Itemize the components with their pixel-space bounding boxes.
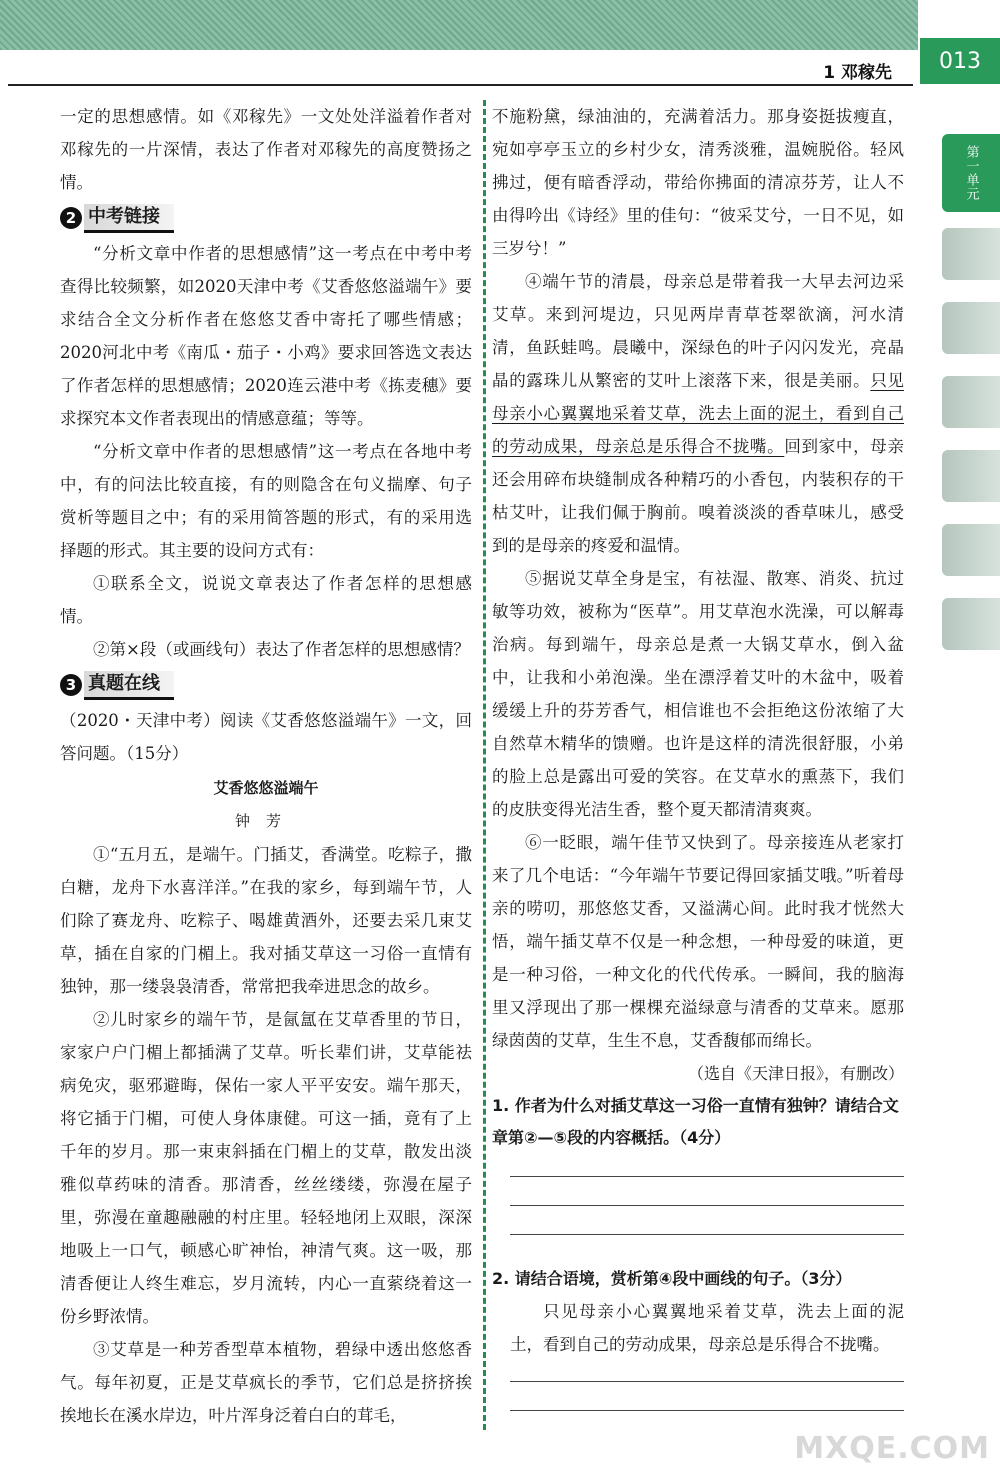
section-number: 3	[60, 674, 82, 696]
paragraph: “分析文章中作者的思想感情”这一考点在中考中考查得比较频繁，如2020天津中考《艾香悠悠溢端午》要求结合全文分析作者在悠悠艾香中寄托了哪些情感；2020河北中考《南瓜・茄子・小鸡》要求回答选文表达了作者怎样的思想感情；2020连云港中考《拣麦穗》要求探究本文作者表现出的情感意蕴；等等。	[60, 244, 472, 428]
answer-line[interactable]	[510, 1381, 904, 1382]
watermark: MXQE.COM	[794, 1431, 990, 1466]
article-paragraph-3: ③艾草是一种芳香型草本植物，碧绿中透出悠悠香气。每年初夏，正是艾草疯长的季节，它们总是挤挤挨挨地长在溪水岸边，叶片浑身泛着白白的茸毛，	[60, 1340, 472, 1425]
article-paragraph-4	[492, 265, 904, 562]
question-2	[492, 1263, 904, 1295]
answer-line[interactable]	[510, 1410, 904, 1411]
answer-line[interactable]	[510, 1234, 904, 1235]
paragraph-4-text-end: 回到家中，母亲还会用碎布块缝制成各种精巧的小香包，内装积存的干枯艾叶，让我们佩于胸前。嗅着淡淡的香草味儿，感受到的是母亲的疼爱和温情。	[492, 437, 905, 555]
unit-tab-3[interactable]	[942, 302, 1000, 354]
underlined-sentence: 只见母亲小心翼翼地采着艾草，洗去上面的泥土，看到自己的劳动成果，母亲总是乐得合不拢嘴。	[492, 371, 905, 456]
section-heading-exam-link	[60, 203, 472, 233]
unit-tab-4[interactable]	[942, 376, 1000, 428]
question-form-2: ②第×段（或画线句）表达了作者怎样的思想感情？	[93, 640, 470, 659]
right-column	[492, 100, 904, 1439]
question-1	[492, 1090, 904, 1154]
column-divider	[483, 100, 486, 1430]
article-paragraph-6: ⑥一眨眼，端午佳节又快到了。母亲接连从老家打来了几个电话：“今年端午节要记得回家插艾哦。”听着母亲的唠叨，那悠悠艾香，又溢满心间。此时我才恍然大悟，端午插艾草不仅是一种念想，一种母爱的味道，更是一种习俗，一种文化的代代传承。一瞬间，我的脑海里又浮现出了那一棵棵充溢绿意与清香的艾草来。愿那绿茵茵的艾草，生生不息，艾香馥郁而绵长。	[492, 833, 904, 1050]
unit-tab-6[interactable]	[942, 524, 1000, 576]
article-paragraph-5: ⑤据说艾草全身是宝，有祛湿、散寒、消炎、抗过敏等功效，被称为“医草”。用艾草泡水洗澡，可以解毒治病。每到端午，母亲总是煮一大锅艾草水，倒入盆中，让我和小弟泡澡。坐在漂浮着艾叶的木盆中，吸着缓缓上升的芬芳香气，相信谁也不会拒绝这份浓缩了大自然草木精华的馈赠。也许是这样的清洗很舒服，小弟的脸上总是露出可爱的笑容。在艾草水的熏蒸下，我们的皮肤变得光洁生香，整个夏天都清清爽爽。	[492, 569, 904, 819]
chapter-title: 1 邓稼先	[823, 63, 892, 83]
paragraph: “分析文章中作者的思想感情”这一考点在各地中考中，有的问法比较直接，有的则隐含在句义揣摩、句子赏析等题目之中；有的采用简答题的形式，有的采用选择题的形式。其主要的设问方式有：	[60, 442, 472, 560]
paragraph-4-text: ④端午节的清晨，母亲总是带着我一大早去河边采艾草。来到河堤边，只见两岸青草苍翠欲滴，河水清清，鱼跃蛙鸣。晨曦中，深绿色的叶子闪闪发光，亮晶晶的露珠儿从繁密的艾叶上滚落下来，很是美丽。	[492, 272, 904, 390]
unit-tab[interactable]: 第一单元	[942, 134, 1000, 212]
article-author: 钟芳	[234, 812, 297, 830]
article-paragraph-3-cont: 不施粉黛，绿油油的，充满着活力。那身姿挺拔瘦直，宛如亭亭玉立的乡村少女，清秀淡雅，温婉脱俗。轻风拂过，便有暗香浮动，带给你拂面的清凉芬芳，让人不由得吟出《诗经》里的佳句：“彼采艾兮，一日不见，如三岁兮！”	[492, 107, 904, 258]
answer-line[interactable]	[510, 1176, 904, 1177]
page-number: 013	[920, 38, 1000, 84]
header-band	[0, 0, 918, 50]
quoted-sentence: 只见母亲小心翼翼地采着艾草，洗去上面的泥土，看到自己的劳动成果，母亲总是乐得合不拢嘴。	[510, 1302, 904, 1354]
unit-tab-5[interactable]	[942, 450, 1000, 502]
article-paragraph-2: ②儿时家乡的端午节，是氤氲在艾草香里的节日，家家户户门楣上都插满了艾草。听长辈们讲，艾草能祛病免灾，驱邪避晦，保佑一家人平平安安。端午那天，将它插于门楣，可使人身体康健。可这一插，竟有了上千年的岁月。那一束束斜插在门楣上的艾草，散发出淡雅似草药味的清香。那清香，丝丝缕缕，弥漫在屋子里，弥漫在童趣融融的村庄里。轻轻地闭上双眼，深深地吸上一口气，顿感心旷神怡，神清气爽。这一吸，那清香便让人终生难忘，岁月流转，内心一直萦绕着这一份乡野浓情。	[60, 1010, 472, 1326]
article-source: （选自《天津日报》，有删改）	[687, 1064, 904, 1083]
section-title: 中考链接	[84, 204, 174, 233]
section-title: 真题在线	[84, 671, 174, 700]
question-1-text: 1. 作者为什么对插艾草这一习俗一直情有独钟？请结合文章第②—⑤段的内容概括。（4分）	[492, 1096, 899, 1147]
intro-text: 一定的思想感情。如《邓稼先》一文处处洋溢着作者对邓稼先的一片深情，表达了作者对邓稼先的高度赞扬之情。	[60, 107, 472, 192]
article-title: 艾香悠悠溢端午	[213, 779, 319, 797]
header-rule	[8, 84, 913, 86]
answer-line[interactable]	[510, 1205, 904, 1206]
left-column	[60, 100, 472, 1432]
section-number: 2	[60, 207, 82, 229]
question-form-1: ①联系全文，说说文章表达了作者怎样的思想感情。	[60, 574, 472, 626]
unit-tab-2[interactable]	[942, 228, 1000, 280]
unit-tab-7[interactable]	[942, 598, 1000, 650]
exam-intro: （2020・天津中考）阅读《艾香悠悠溢端午》一文，回答问题。（15分）	[60, 711, 472, 763]
question-2-text: 2. 请结合语境，赏析第④段中画线的句子。（3分）	[492, 1269, 852, 1288]
article-paragraph-1: ①“五月五，是端午。门插艾，香满堂。吃粽子，撒白糖，龙舟下水喜洋洋。”在我的家乡，每到端午节，人们除了赛龙舟、吃粽子、喝雄黄酒外，还要去采几束艾草，插在自家的门楣上。我对插艾草这一习俗一直情有独钟，那一缕袅袅清香，常常把我牵进思念的故乡。	[60, 845, 472, 996]
section-heading-real-exam	[60, 670, 472, 700]
